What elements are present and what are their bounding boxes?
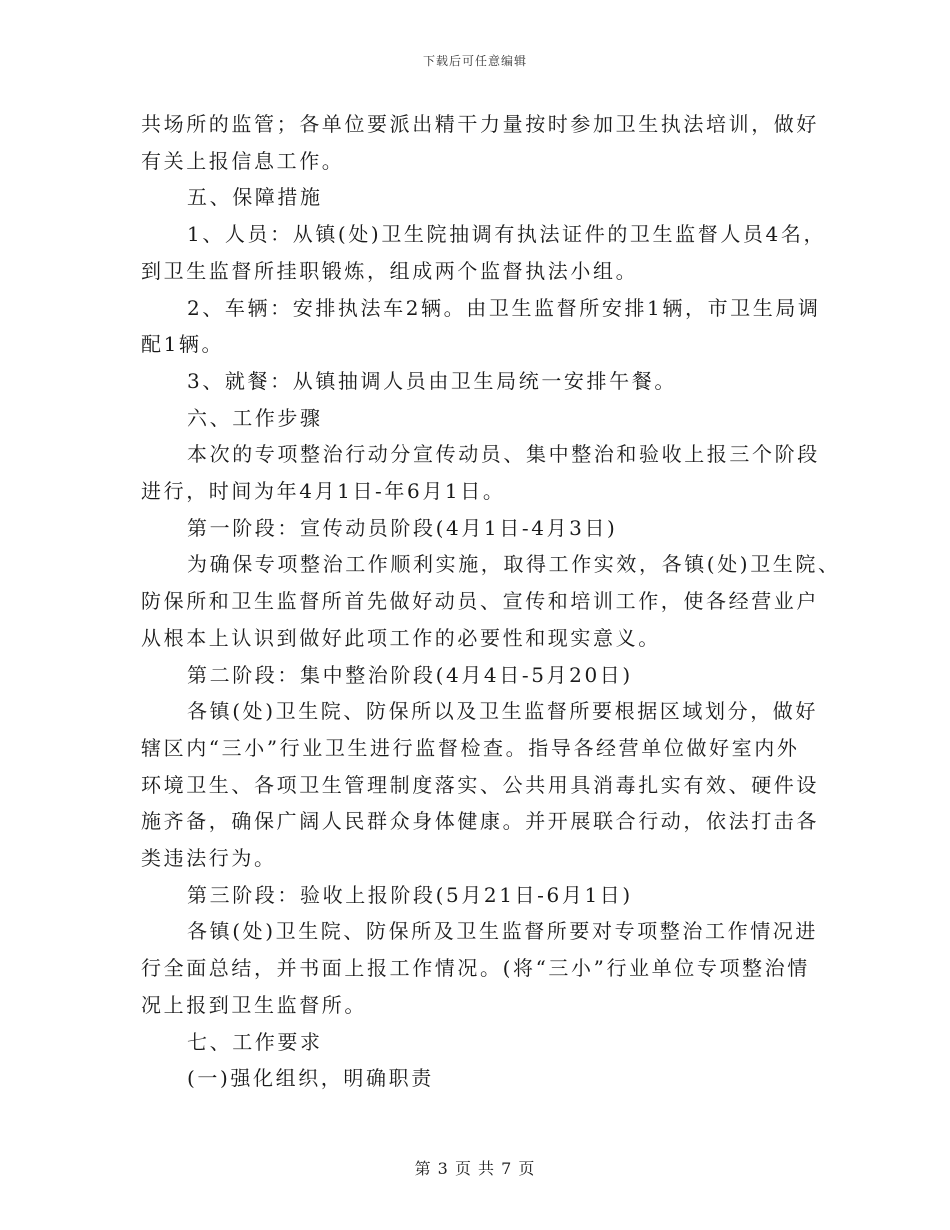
heading-requirements: 七、工作要求 [187, 1029, 323, 1054]
heading-steps: 六、工作步骤 [187, 405, 323, 430]
heading-safeguards: 五、保障措施 [187, 185, 323, 210]
line-11: 进行，时间为年4月1日-年6月1日。 [141, 479, 506, 504]
total-pages: 7 [501, 1159, 513, 1178]
line-23: 各镇(处)卫生院、防保所及卫生监督所要对专项整治工作情况进 [187, 919, 819, 944]
line-8: 3、就餐：从镇抽调人员由卫生局统一安排午餐。 [187, 368, 677, 393]
page-number: 3 [437, 1159, 449, 1178]
line-25: 况上报到卫生监督所。 [141, 992, 367, 1017]
line-18: 辖区内“三小”行业卫生进行监督检查。指导各经营单位做好室内外 [141, 735, 800, 760]
footer-prefix: 第 [414, 1159, 432, 1178]
heading-organization: (一)强化组织，明确职责 [187, 1066, 434, 1091]
line-1: 共场所的监管；各单位要派出精干力量按时参加卫生执法培训，做好 [141, 112, 819, 136]
heading-phase-2: 第二阶段：集中整治阶段(4月4日-5月20日) [187, 662, 633, 687]
line-15: 从根本上认识到做好此项工作的必要性和现实意义。 [141, 625, 661, 650]
heading-phase-3: 第三阶段：验收上报阶段(5月21日-6月1日) [187, 882, 633, 907]
heading-phase-1: 第一阶段：宣传动员阶段(4月1日-4月3日) [187, 515, 618, 540]
page-footer [0, 1156, 950, 1179]
line-20: 施齐备，确保广阔人民群众身体健康。并开展联合行动，依法打击各 [141, 809, 819, 834]
line-6: 2、车辆：安排执法车2辆。由卫生监督所安排1辆，市卫生局调 [187, 295, 821, 320]
footer-suffix: 页 [518, 1159, 536, 1178]
line-14: 防保所和卫生监督所首先做好动员、宣传和培训工作，使各经营业户 [141, 589, 819, 614]
line-24: 行全面总结，并书面上报工作情况。(将“三小”行业单位专项整治情 [141, 956, 810, 981]
footer-middle: 页 共 [454, 1159, 496, 1178]
document-body [141, 106, 841, 1097]
page-header [0, 52, 950, 69]
line-13: 为确保专项整治工作顺利实施，取得工作实效，各镇(处)卫生院、 [187, 552, 841, 577]
line-7: 配1辆。 [141, 332, 225, 357]
line-2: 有关上报信息工作。 [141, 148, 345, 173]
line-10: 本次的专项整治行动分宣传动员、集中整治和验收上报三个阶段 [187, 442, 820, 467]
line-21: 类违法行为。 [141, 846, 277, 871]
header-text: 下载后可任意编辑 [422, 54, 527, 68]
line-19: 环境卫生、各项卫生管理制度落实、公共用具消毒扎实有效、硬件设 [141, 772, 819, 797]
line-17: 各镇(处)卫生院、防保所以及卫生监督所要根据区域划分，做好 [187, 699, 819, 724]
line-5: 到卫生监督所挂职锻炼，组成两个监督执法小组。 [141, 258, 639, 283]
line-4: 1、人员：从镇(处)卫生院抽调有执法证件的卫生监督人员4名， [187, 222, 827, 247]
